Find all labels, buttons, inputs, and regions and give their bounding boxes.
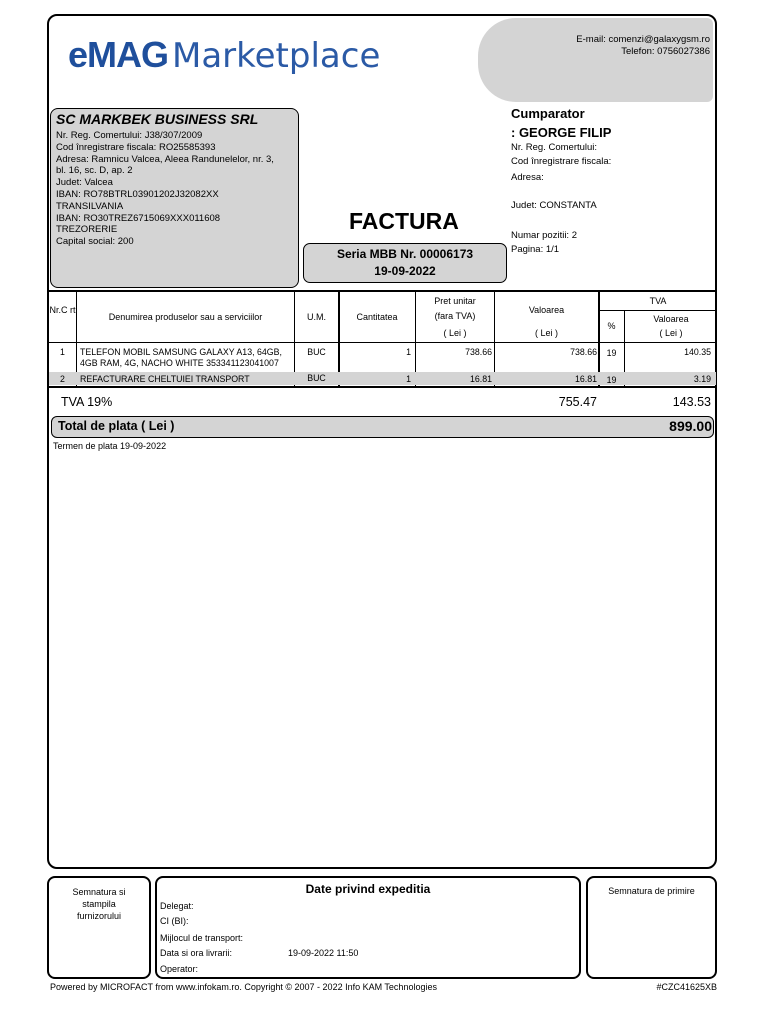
- supplier-signature-box: [47, 876, 151, 979]
- header-tva: TVA: [649, 296, 667, 306]
- table-top-border: [47, 290, 717, 292]
- row1-value: 738.66: [570, 347, 597, 357]
- row1-pct: 19: [606, 348, 617, 358]
- row2-qty: 1: [406, 374, 411, 384]
- buyer-county: Judet: CONSTANTA: [511, 200, 597, 211]
- buyer-name: : GEORGE FILIP: [511, 125, 612, 140]
- total-label: Total de plata ( Lei ): [58, 419, 175, 433]
- due-date: Termen de plata 19-09-2022: [53, 441, 167, 451]
- logo-marketplace: Marketplace: [172, 36, 381, 76]
- powered-by: Powered by MICROFACT from www.infokam.ro. Copyright © 2007 - 2022 Info KAM Technologies: [50, 982, 437, 992]
- buyer-positions: Numar pozitii: 2: [511, 230, 577, 241]
- row1-um: BUC: [307, 347, 326, 357]
- row1-nr: 1: [60, 347, 65, 357]
- logo-emag: eMAG: [68, 34, 169, 75]
- header-name: Denumirea produselor sau a serviciilor: [108, 312, 263, 322]
- shipping-transport: Mijlocul de transport:: [160, 933, 244, 943]
- seller-line: Adresa: Ramnicu Valcea, Aleea Randunelelor, nr. 3,: [56, 153, 274, 165]
- seller-box: [50, 108, 299, 288]
- row2-name: REFACTURARE CHELTUIEI TRANSPORT: [80, 374, 250, 384]
- header-tva-value-1: Valoarea: [653, 314, 689, 324]
- buyer-cif: Cod înregistrare fiscala:: [511, 156, 612, 167]
- seller-line: Judet: Valcea: [56, 177, 113, 189]
- shipping-ci: CI (BI):: [160, 916, 189, 926]
- table-bottom-border: [47, 386, 717, 388]
- receiver-signature-label: Semnatura de primire: [608, 886, 695, 896]
- emag-logo: [68, 34, 380, 80]
- row1-name-line2: 4GB RAM, 4G, NACHO WHITE 353341123041007: [80, 358, 279, 368]
- table-header-border: [47, 342, 717, 343]
- row1-tva: 140.35: [684, 347, 711, 357]
- header-qty: Cantitatea: [356, 312, 398, 322]
- shipping-operator: Operator:: [160, 964, 199, 974]
- invoice-title: FACTURA: [349, 208, 459, 234]
- header-nr: Nr.C rt: [49, 305, 76, 315]
- invoice-series: Seria MBB Nr. 00006173: [336, 247, 474, 261]
- tva-label: TVA 19%: [61, 395, 113, 409]
- supplier-signature-label: furnizorului: [76, 911, 122, 921]
- seller-line: TREZORERIE: [56, 224, 118, 236]
- shipping-delivery: Data si ora livrarii:: [160, 948, 233, 958]
- row1-name: [80, 347, 294, 369]
- seller-line: TRANSILVANIA: [56, 200, 124, 212]
- row2-tva: 3.19: [693, 374, 711, 384]
- tva-base: 755.47: [558, 395, 597, 409]
- header-value-1: Valoarea: [528, 305, 565, 315]
- invoice-date: 19-09-2022: [374, 264, 436, 278]
- document-code: #CZC41625XB: [656, 982, 717, 992]
- contact-phone: Telefon: 0756027386: [621, 46, 710, 57]
- header-value-2: ( Lei ): [534, 328, 558, 338]
- row2-price: 16.81: [469, 374, 492, 384]
- supplier-signature-label: stampila: [82, 899, 116, 909]
- buyer-page: Pagina: 1/1: [511, 244, 560, 255]
- shipping-title: Date privind expeditia: [305, 882, 431, 896]
- tva-subheader-line: [598, 310, 717, 311]
- contact-email: E-mail: comenzi@galaxygsm.ro: [576, 34, 710, 45]
- header-price-1: Pret unitar: [434, 296, 476, 306]
- seller-line: Cod înregistrare fiscala: RO25585393: [56, 141, 216, 153]
- total-value: 899.00: [669, 418, 712, 434]
- contact-info: [576, 34, 710, 58]
- row2-nr: 2: [60, 374, 65, 384]
- shipping-delivery-value: 19-09-2022 11:50: [288, 948, 359, 958]
- row2-value: 16.81: [574, 374, 597, 384]
- supplier-signature-label: Semnatura si: [72, 887, 126, 897]
- header-tva-pct: %: [607, 321, 616, 331]
- tva-total: 143.53: [672, 395, 711, 409]
- buyer-address: Adresa:: [511, 172, 544, 183]
- seller-line: Nr. Reg. Comertului: J38/307/2009: [56, 130, 203, 141]
- seller-line: bl. 16, sc. D, ap. 2: [56, 165, 133, 177]
- seller-line: IBAN: RO78BTRL03901202J32082XX: [56, 188, 219, 200]
- header-price-3: ( Lei ): [443, 328, 467, 338]
- header-um: U.M.: [307, 312, 326, 322]
- row1-price: 738.66: [465, 347, 492, 357]
- header-price-2: (fara TVA): [434, 311, 476, 321]
- row1-qty: 1: [406, 347, 411, 357]
- invoice-series-box: [303, 243, 507, 283]
- contact-box: [478, 18, 713, 102]
- seller-line: IBAN: RO30TREZ6715069XXX011608: [56, 212, 221, 224]
- row2-pct: 19: [606, 375, 617, 385]
- row2-um: BUC: [307, 373, 326, 383]
- row1-name-line1: TELEFON MOBIL SAMSUNG GALAXY A13, 64GB,: [80, 347, 282, 357]
- buyer-title: Cumparator: [511, 106, 585, 121]
- buyer-reg: Nr. Reg. Comertului:: [511, 142, 598, 153]
- shipping-delegat: Delegat:: [160, 901, 194, 911]
- seller-line: Capital social: 200: [56, 236, 134, 248]
- header-tva-value-2: ( Lei ): [659, 328, 683, 338]
- seller-name: SC MARKBEK BUSINESS SRL: [56, 111, 259, 127]
- receiver-signature-box: [586, 876, 717, 979]
